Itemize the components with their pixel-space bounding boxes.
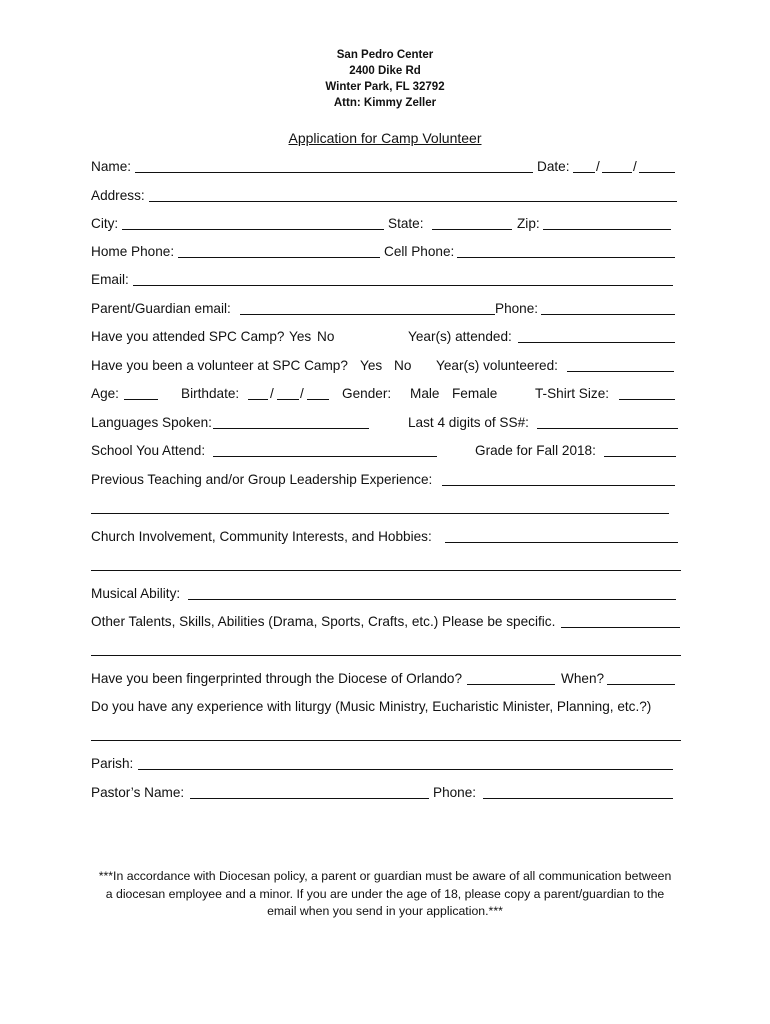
parent-email-blank[interactable] — [240, 314, 495, 315]
date-label: Date: — [537, 159, 570, 174]
attended-yes-option[interactable]: Yes — [289, 329, 312, 344]
years-attended-blank[interactable] — [518, 342, 675, 343]
row-parish — [91, 754, 681, 774]
home-phone-blank[interactable] — [178, 257, 380, 258]
parent-phone-label: Phone: — [495, 301, 539, 316]
birthdate-label: Birthdate: — [181, 386, 240, 401]
fingerprinted-blank[interactable] — [467, 684, 555, 685]
row-church — [91, 527, 681, 547]
policy-notice — [0, 868, 770, 921]
attended-question: Have you attended SPC Camp? — [91, 329, 285, 344]
zip-label: Zip: — [517, 216, 540, 231]
volunteer-question: Have you been a volunteer at SPC Camp? — [91, 358, 348, 373]
languages-blank[interactable] — [213, 428, 369, 429]
city-state-zip: Winter Park, FL 32792 — [325, 81, 445, 93]
row-address — [91, 186, 681, 206]
musical-label: Musical Ability: — [91, 586, 181, 601]
pastor-name-blank[interactable] — [190, 798, 429, 799]
fingerprinted-question: Have you been fingerprinted through the Diocese of Orlando? — [91, 671, 463, 686]
musical-blank[interactable] — [188, 599, 676, 600]
tshirt-size-label: T-Shirt Size: — [535, 386, 610, 401]
letterhead — [0, 47, 770, 111]
row-languages — [91, 413, 681, 433]
talents-continuation-line[interactable] — [91, 655, 681, 656]
row-fingerprinted — [91, 669, 681, 689]
attention-line: Attn: Kimmy Zeller — [333, 97, 437, 109]
when-blank[interactable] — [607, 684, 675, 685]
row-volunteer — [91, 356, 681, 376]
org-name: San Pedro Center — [336, 49, 434, 61]
row-musical — [91, 584, 681, 604]
parish-blank[interactable] — [138, 769, 673, 770]
birth-day-blank[interactable] — [277, 399, 299, 400]
date-slash: / — [596, 159, 600, 174]
liturgy-answer-line[interactable] — [91, 740, 681, 741]
parent-email-label: Parent/Guardian email: — [91, 301, 231, 316]
when-label: When? — [561, 671, 605, 686]
grade-blank[interactable] — [604, 456, 676, 457]
row-parent-email — [91, 299, 681, 319]
ss-digits-label: Last 4 digits of SS#: — [408, 415, 529, 430]
birth-year-blank[interactable] — [307, 399, 329, 400]
state-label: State: — [388, 216, 424, 231]
gender-label: Gender: — [342, 386, 392, 401]
row-personal — [91, 384, 681, 404]
volunteer-yes-option[interactable]: Yes — [360, 358, 383, 373]
experience-label: Previous Teaching and/or Group Leadership Experience: — [91, 472, 433, 487]
email-label: Email: — [91, 272, 129, 287]
gender-male-option[interactable]: Male — [410, 386, 440, 401]
email-blank[interactable] — [133, 285, 673, 286]
form-title: Application for Camp Volunteer — [288, 130, 482, 146]
pastor-name-label: Pastor’s Name: — [91, 785, 185, 800]
row-liturgy — [91, 697, 681, 717]
form-title-wrapper — [0, 130, 770, 146]
birth-slash: / — [300, 386, 304, 401]
age-label: Age: — [91, 386, 119, 401]
experience-continuation-line[interactable] — [91, 513, 669, 514]
birth-slash: / — [270, 386, 274, 401]
languages-label: Languages Spoken: — [91, 415, 212, 430]
years-attended-label: Year(s) attended: — [408, 329, 512, 344]
date-month-blank[interactable] — [573, 172, 595, 173]
attended-no-option[interactable]: No — [317, 329, 335, 344]
pastor-phone-label: Phone: — [433, 785, 477, 800]
row-experience — [91, 470, 681, 490]
ss-digits-blank[interactable] — [537, 428, 678, 429]
church-label: Church Involvement, Community Interests, and Hobbies: — [91, 529, 432, 544]
parent-phone-blank[interactable] — [541, 314, 675, 315]
talents-blank[interactable] — [561, 627, 680, 628]
years-volunteered-blank[interactable] — [567, 371, 674, 372]
row-pastor — [91, 783, 681, 803]
street-address: 2400 Dike Rd — [349, 65, 421, 77]
liturgy-question: Do you have any experience with liturgy (Music Ministry, Eucharistic Minister, Planning, etc.?) — [91, 699, 652, 714]
gender-female-option[interactable]: Female — [452, 386, 498, 401]
experience-blank[interactable] — [442, 485, 675, 486]
zip-blank[interactable] — [543, 229, 671, 230]
age-blank[interactable] — [124, 399, 158, 400]
date-day-blank[interactable] — [602, 172, 632, 173]
years-volunteered-label: Year(s) volunteered: — [436, 358, 558, 373]
volunteer-no-option[interactable]: No — [394, 358, 412, 373]
address-blank[interactable] — [149, 201, 677, 202]
tshirt-size-blank[interactable] — [619, 399, 675, 400]
date-year-blank[interactable] — [639, 172, 675, 173]
church-blank[interactable] — [445, 542, 678, 543]
city-label: City: — [91, 216, 119, 231]
name-label: Name: — [91, 159, 132, 174]
policy-notice-text: ***In accordance with Diocesan policy, a parent or guardian must be aware of all communication between a diocesan employee and a minor. If you are under the age of 18, please copy a parent/guardian to the email when you send in your application.*** — [98, 869, 672, 918]
row-talents — [91, 612, 681, 632]
row-name-date — [91, 157, 681, 177]
row-email — [91, 270, 681, 290]
school-label: School You Attend: — [91, 443, 206, 458]
birth-month-blank[interactable] — [248, 399, 268, 400]
talents-label: Other Talents, Skills, Abilities (Drama, Sports, Crafts, etc.) Please be specific. — [91, 614, 556, 629]
city-blank[interactable] — [122, 229, 384, 230]
date-slash: / — [633, 159, 637, 174]
address-label: Address: — [91, 188, 145, 203]
pastor-phone-blank[interactable] — [483, 798, 673, 799]
church-continuation-line[interactable] — [91, 570, 681, 571]
cell-phone-blank[interactable] — [457, 257, 675, 258]
parish-label: Parish: — [91, 756, 134, 771]
grade-label: Grade for Fall 2018: — [475, 443, 596, 458]
name-blank[interactable] — [135, 172, 533, 173]
row-city-state-zip — [91, 214, 681, 234]
cell-phone-label: Cell Phone: — [384, 244, 455, 259]
row-attended — [91, 327, 681, 347]
row-school — [91, 441, 681, 461]
row-phones — [91, 242, 681, 262]
home-phone-label: Home Phone: — [91, 244, 175, 259]
school-blank[interactable] — [213, 456, 437, 457]
state-blank[interactable] — [432, 229, 512, 230]
